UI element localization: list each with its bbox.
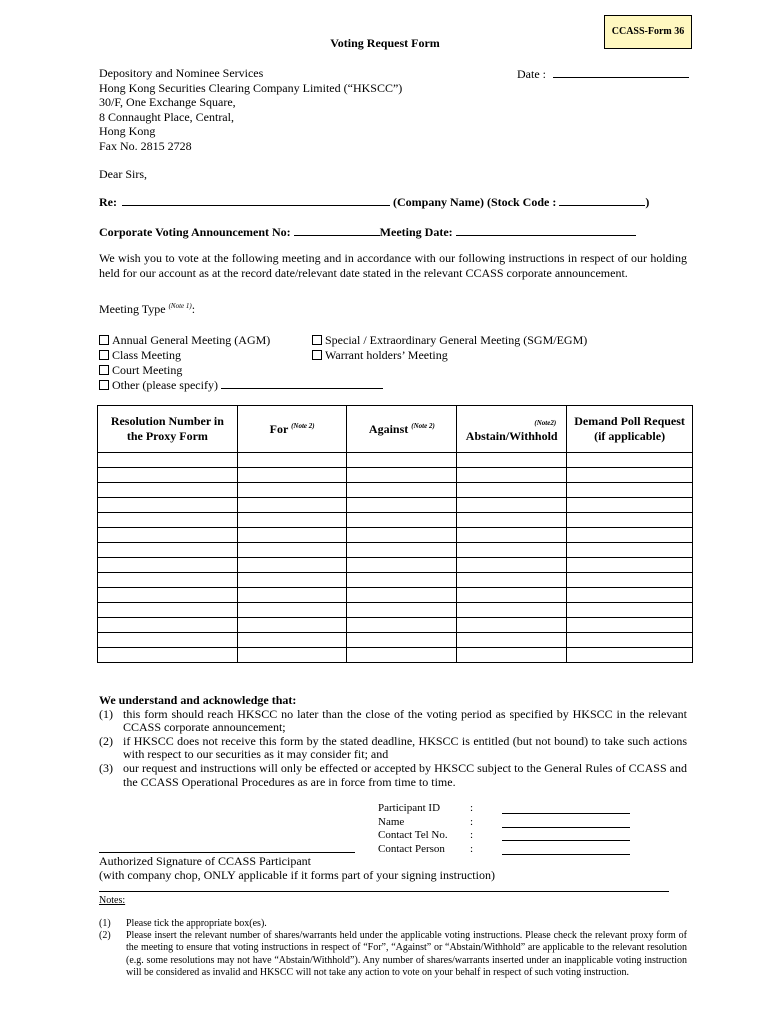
participant-details <box>378 802 630 856</box>
table-row <box>98 603 693 618</box>
participant-id-input-line[interactable] <box>502 802 630 814</box>
table-cell[interactable] <box>567 543 693 558</box>
form-code-badge: CCASS-Form 36 <box>604 15 692 49</box>
form-title: Voting Request Form <box>330 36 440 50</box>
re-line <box>99 194 649 210</box>
meeting-type-text: Meeting Type <box>99 302 166 316</box>
checkbox-icon[interactable] <box>99 335 109 345</box>
recipient-address <box>99 66 402 154</box>
contact-tel-input-line[interactable] <box>502 829 630 841</box>
table-cell[interactable] <box>98 618 238 633</box>
announcement-input-line[interactable] <box>294 224 380 236</box>
table-cell[interactable] <box>98 513 238 528</box>
date-label: Date : <box>517 67 546 81</box>
option-label: Annual General Meeting (AGM) <box>112 333 271 347</box>
checkbox-icon[interactable] <box>99 350 109 360</box>
table-cell[interactable] <box>98 633 238 648</box>
table-cell[interactable] <box>237 468 347 483</box>
table-cell[interactable] <box>98 543 238 558</box>
table-cell[interactable] <box>457 498 567 513</box>
table-cell[interactable] <box>98 573 238 588</box>
table-row <box>98 573 693 588</box>
table-cell[interactable] <box>347 528 457 543</box>
table-cell[interactable] <box>347 468 457 483</box>
announcement-line <box>99 224 636 240</box>
table-cell[interactable] <box>347 453 457 468</box>
meeting-type-note: (Note 1) <box>168 302 192 310</box>
table-cell[interactable] <box>98 483 238 498</box>
table-row <box>98 633 693 648</box>
table-cell[interactable] <box>237 618 347 633</box>
table-cell[interactable] <box>98 528 238 543</box>
table-row <box>98 468 693 483</box>
table-cell[interactable] <box>567 603 693 618</box>
stock-code-close: ) <box>645 195 650 209</box>
table-cell[interactable] <box>237 498 347 513</box>
list-item <box>99 708 687 735</box>
table-cell[interactable] <box>567 648 693 663</box>
participant-id-label: Participant ID <box>378 802 441 814</box>
table-cell[interactable] <box>457 633 567 648</box>
table-cell[interactable] <box>237 588 347 603</box>
signature-caption <box>99 854 495 882</box>
table-cell[interactable] <box>457 513 567 528</box>
name-input-line[interactable] <box>502 816 630 828</box>
signature-label: Authorized Signature of CCASS Participant <box>99 854 311 868</box>
header-against-note: (Note 2) <box>411 421 435 430</box>
ack-heading: We understand and acknowledge that: <box>99 693 297 707</box>
header-abstain <box>457 406 567 453</box>
table-cell[interactable] <box>347 543 457 558</box>
contact-person-label: Contact Person <box>378 842 445 855</box>
checkbox-icon[interactable] <box>312 335 322 345</box>
list-item <box>99 930 687 979</box>
table-cell[interactable] <box>98 468 238 483</box>
company-name-label: (Company Name) <box>393 195 484 209</box>
table-row <box>98 453 693 468</box>
divider <box>99 891 669 892</box>
date-input-line[interactable] <box>553 66 689 78</box>
salutation: Dear Sirs, <box>99 167 147 181</box>
address-line: Fax No. 2815 2728 <box>99 138 192 153</box>
notes-section <box>99 918 687 979</box>
table-row <box>98 528 693 543</box>
colon: : <box>470 802 474 814</box>
option-label: Court Meeting <box>112 363 183 377</box>
address-line: 30/F, One Exchange Square, <box>99 95 236 110</box>
list-item <box>99 762 687 789</box>
table-cell[interactable] <box>98 453 238 468</box>
option-sgm[interactable] <box>312 333 587 348</box>
table-cell[interactable] <box>347 633 457 648</box>
header-abstain-note: (Note2) <box>534 419 557 427</box>
list-item <box>99 735 687 762</box>
signature-line[interactable] <box>99 852 355 853</box>
table-row <box>98 648 693 663</box>
table-cell[interactable] <box>567 618 693 633</box>
option-agm[interactable] <box>99 333 270 348</box>
table-cell[interactable] <box>567 513 693 528</box>
date-field <box>517 66 689 82</box>
table-cell[interactable] <box>457 453 567 468</box>
header-resolution: Resolution Number in the Proxy Form <box>98 406 238 453</box>
header-for-note: (Note 2) <box>291 421 315 430</box>
ack-text: if HKSCC does not receive this form by the stated deadline, HKSCC is entitled (but not bound) to take such actions with respect to our securities as it may consider fit; and <box>123 733 687 762</box>
ack-num: (3) <box>99 760 113 775</box>
acknowledgement-section <box>99 694 687 789</box>
table-cell[interactable] <box>567 558 693 573</box>
option-label: Warrant holders’ Meeting <box>325 348 448 362</box>
stock-code-label: (Stock Code : <box>487 195 557 209</box>
table-cell[interactable] <box>347 588 457 603</box>
signature-sub: (with company chop, ONLY applicable if it forms part of your signing instruction) <box>99 868 495 882</box>
table-cell[interactable] <box>457 543 567 558</box>
intro-paragraph: We wish you to vote at the following meeting and in accordance with our following instructions in respect of our holding held for our account as at the record date/relevant date stated in the relevant CCASS corporate announcement. <box>99 251 687 280</box>
meeting-date-label: Meeting Date: <box>379 225 453 239</box>
table-cell[interactable] <box>237 513 347 528</box>
header-for <box>237 406 347 453</box>
table-cell[interactable] <box>98 648 238 663</box>
contact-tel-label: Contact Tel No. <box>378 829 448 842</box>
meeting-type-label <box>99 302 195 317</box>
table-cell[interactable] <box>347 558 457 573</box>
company-name-input-line[interactable] <box>122 194 390 206</box>
note-num: (1) <box>99 918 111 929</box>
colon: : <box>470 842 474 855</box>
table-cell[interactable] <box>347 573 457 588</box>
colon: : <box>470 829 474 842</box>
option-court-meeting[interactable] <box>99 363 182 378</box>
table-cell[interactable] <box>457 648 567 663</box>
header-poll-label: Demand Poll Request <box>574 414 685 428</box>
name-label: Name <box>378 815 405 828</box>
table-row <box>98 543 693 558</box>
table-cell[interactable] <box>98 558 238 573</box>
table-row <box>98 513 693 528</box>
table-cell[interactable] <box>347 498 457 513</box>
re-label: Re: <box>99 195 117 209</box>
table-cell[interactable] <box>567 588 693 603</box>
table-cell[interactable] <box>237 603 347 618</box>
table-cell[interactable] <box>457 483 567 498</box>
header-poll-sub: (if applicable) <box>594 429 666 443</box>
address-line: Depository and Nominee Services <box>99 66 264 80</box>
note-text: Please tick the appropriate box(es). <box>126 918 267 929</box>
ack-num: (2) <box>99 733 113 748</box>
address-line: Hong Kong Securities Clearing Company Limited (“HKSCC”) <box>99 80 403 95</box>
table-cell[interactable] <box>237 558 347 573</box>
ack-text: this form should reach HKSCC no later than the close of the voting period as specified by HKSCC in the relevant CCASS corporate announcement; <box>123 706 687 735</box>
table-cell[interactable] <box>98 603 238 618</box>
table-header-row <box>98 406 693 453</box>
contact-person-input-line[interactable] <box>502 843 630 855</box>
table-cell[interactable] <box>457 603 567 618</box>
checkbox-icon[interactable] <box>99 380 109 390</box>
voting-instructions-table <box>97 405 693 663</box>
stock-code-input-line[interactable] <box>559 194 645 206</box>
ack-text: our request and instructions will only be effected or accepted by HKSCC subject to the General Rules of CCASS and the CCASS Operational Procedures as are in force from time to time. <box>123 760 687 789</box>
header-abstain-label: Abstain/Withhold <box>465 429 558 443</box>
list-item <box>99 918 687 930</box>
table-row <box>98 498 693 513</box>
header-against-label: Against <box>368 421 409 436</box>
table-cell[interactable] <box>237 483 347 498</box>
table-cell[interactable] <box>98 498 238 513</box>
table-cell[interactable] <box>237 453 347 468</box>
table-cell[interactable] <box>567 453 693 468</box>
option-label: Other (please specify) <box>112 378 218 392</box>
table-row <box>98 558 693 573</box>
note-text: Please insert the relevant number of shares/warrants held under the applicable voting instructions. Please check the relevant proxy form of the meeting to ensure that voting instructions in respect of “For”, “Against” or “Abstain/Withhold” are applicable to the relevant resolution (e.g. some resolutions may not have “Abstain/Withhold”). Any number of shares/warrants inserted under an inapplicable voting instruction will be considered as invalid and HKSCC will not take any action to vote on your behalf in respect of such voting instruction. <box>126 930 687 978</box>
table-cell[interactable] <box>237 648 347 663</box>
table-cell[interactable] <box>567 528 693 543</box>
table-cell[interactable] <box>457 468 567 483</box>
announcement-label: Corporate Voting Announcement No: <box>99 225 291 239</box>
table-row <box>98 483 693 498</box>
colon: : <box>470 815 474 828</box>
option-class-meeting[interactable] <box>99 348 181 363</box>
table-cell[interactable] <box>347 513 457 528</box>
table-cell[interactable] <box>457 573 567 588</box>
table-cell[interactable] <box>237 573 347 588</box>
note-num: (2) <box>99 930 111 942</box>
checkbox-icon[interactable] <box>312 350 322 360</box>
table-cell[interactable] <box>457 618 567 633</box>
table-cell[interactable] <box>347 618 457 633</box>
option-other[interactable] <box>99 377 383 393</box>
notes-heading: Notes: <box>99 895 126 906</box>
table-cell[interactable] <box>237 543 347 558</box>
meeting-type-colon: : <box>191 302 196 316</box>
header-for-label: For <box>269 421 289 436</box>
table-cell[interactable] <box>347 603 457 618</box>
table-row <box>98 588 693 603</box>
address-line: Hong Kong <box>99 124 156 139</box>
table-row <box>98 618 693 633</box>
table-cell[interactable] <box>457 558 567 573</box>
address-line: 8 Connaught Place, Central, <box>99 109 234 124</box>
table-cell[interactable] <box>347 648 457 663</box>
table-cell[interactable] <box>457 588 567 603</box>
header-against <box>347 406 457 453</box>
table-cell[interactable] <box>567 483 693 498</box>
table-cell[interactable] <box>457 528 567 543</box>
table-cell[interactable] <box>98 588 238 603</box>
meeting-date-input-line[interactable] <box>456 224 636 236</box>
table-cell[interactable] <box>237 633 347 648</box>
ack-num: (1) <box>99 706 113 721</box>
other-specify-input-line[interactable] <box>221 377 383 389</box>
option-label: Class Meeting <box>112 348 181 362</box>
table-cell[interactable] <box>567 573 693 588</box>
option-warrant-meeting[interactable] <box>312 348 448 363</box>
table-cell[interactable] <box>237 528 347 543</box>
header-poll <box>567 406 693 453</box>
checkbox-icon[interactable] <box>99 365 109 375</box>
table-cell[interactable] <box>567 498 693 513</box>
table-cell[interactable] <box>347 483 457 498</box>
table-cell[interactable] <box>567 468 693 483</box>
option-label: Special / Extraordinary General Meeting (SGM/EGM) <box>325 333 588 347</box>
table-cell[interactable] <box>567 633 693 648</box>
